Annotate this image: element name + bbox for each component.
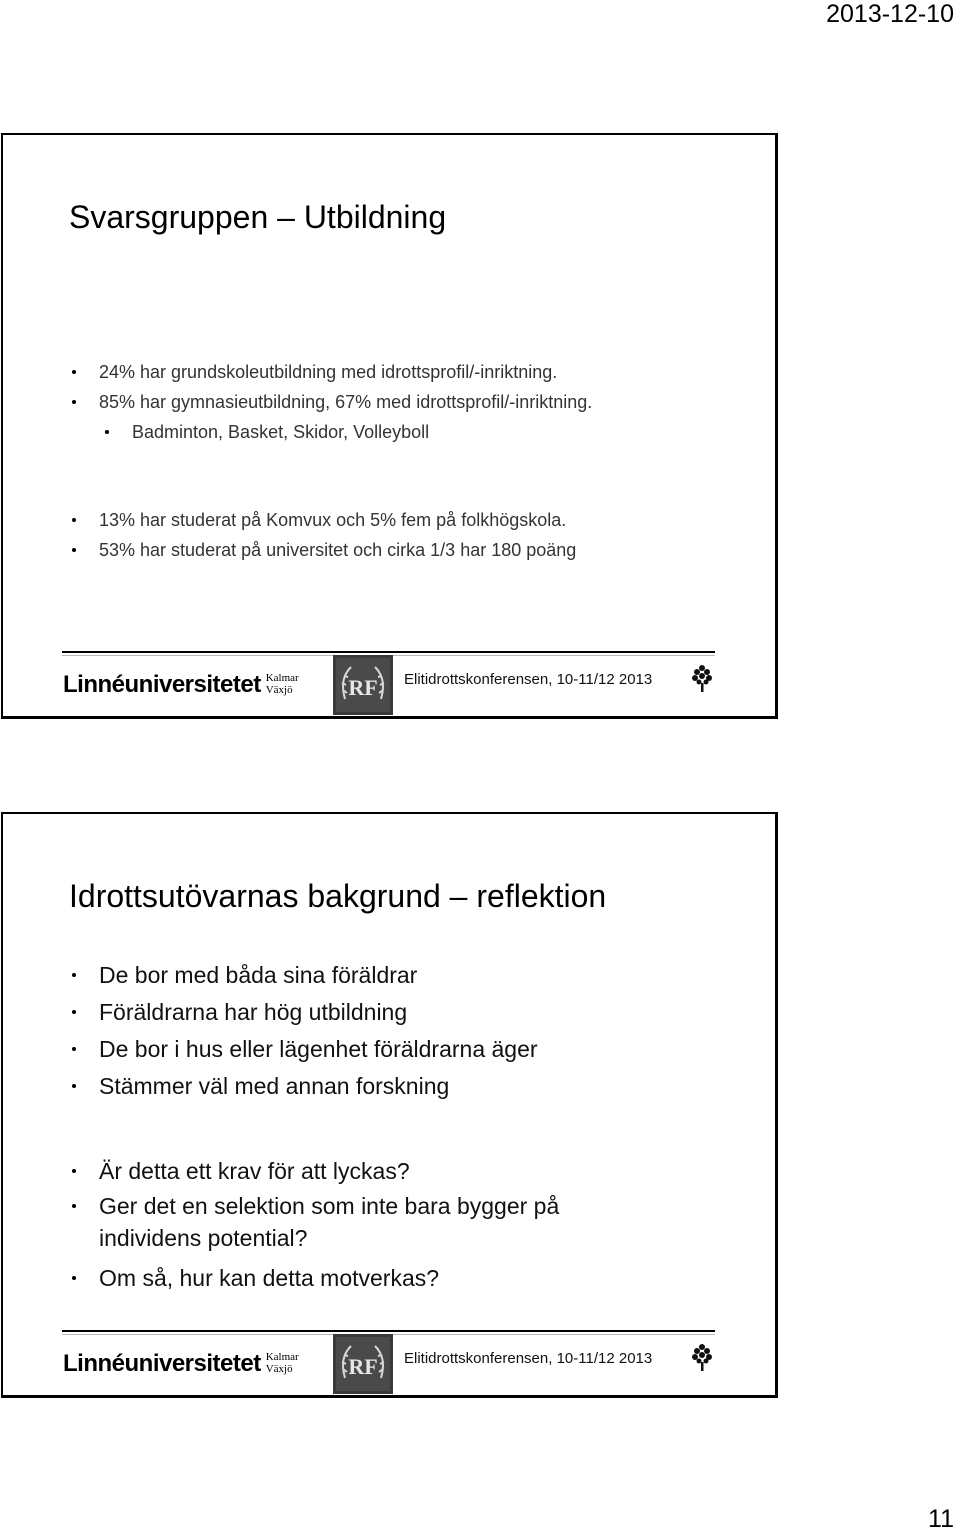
bullet-item: 13% har studerat på Komvux och 5% fem på folkhögskola. [69, 505, 576, 535]
bullet-list [69, 1153, 659, 1297]
tree-icon [691, 1342, 713, 1372]
bullet-list [69, 505, 576, 565]
svg-text:RF: RF [348, 1354, 378, 1379]
slide-title: Svarsgruppen – Utbildning [69, 199, 447, 235]
university-name: Linnéuniversitetet [63, 1350, 261, 1377]
slide-reflektion [1, 812, 778, 1398]
rf-logo-icon [333, 655, 393, 715]
sub-bullet-item: Badminton, Basket, Skidor, Volleyboll [69, 417, 592, 447]
rf-logo-icon [333, 1334, 393, 1394]
university-logo [63, 1347, 299, 1377]
slide-utbildning [1, 133, 778, 719]
conference-name: Elitidrottskonferensen, 10-11/12 2013 [404, 1350, 653, 1367]
university-name: Linnéuniversitetet [63, 671, 261, 698]
footer-divider [62, 651, 715, 653]
bullet-item: 24% har grundskoleutbildning med idrottsprofil/-inriktning. [69, 357, 592, 387]
bullet-list [69, 357, 592, 447]
bullet-item: Ger det en selektion som inte bara bygger på individens potential? [69, 1190, 659, 1254]
university-cities [266, 672, 299, 698]
tree-icon [691, 663, 713, 693]
bullet-item: Om så, hur kan detta motverkas? [69, 1260, 659, 1297]
city-name: Växjö [265, 684, 293, 696]
bullet-item: 85% har gymnasieutbildning, 67% med idrottsprofil/-inriktning. [69, 387, 592, 417]
conference-name: Elitidrottskonferensen, 10-11/12 2013 [404, 671, 653, 688]
bullet-item: 53% har studerat på universitet och cirka 1/3 har 180 poäng [69, 535, 576, 565]
footer-divider [62, 1330, 715, 1332]
city-name: Växjö [265, 1363, 293, 1375]
svg-text:RF: RF [348, 675, 378, 700]
bullet-item: De bor i hus eller lägenhet föräldrarna äger [69, 1031, 538, 1068]
city-name: Kalmar [265, 672, 299, 684]
bullet-item: Är detta ett krav för att lyckas? [69, 1153, 659, 1190]
university-cities [266, 1351, 299, 1377]
page-date: 2013-12-10 [826, 0, 954, 28]
slide-title: Idrottsutövarnas bakgrund – reflektion [69, 878, 607, 914]
bullet-item: Stämmer väl med annan forskning [69, 1068, 538, 1105]
bullet-item: De bor med båda sina föräldrar [69, 957, 538, 994]
page-number: 11 [928, 1505, 954, 1533]
university-logo [63, 668, 299, 698]
city-name: Kalmar [265, 1351, 299, 1363]
bullet-item: Föräldrarna har hög utbildning [69, 994, 538, 1031]
bullet-list [69, 957, 538, 1105]
